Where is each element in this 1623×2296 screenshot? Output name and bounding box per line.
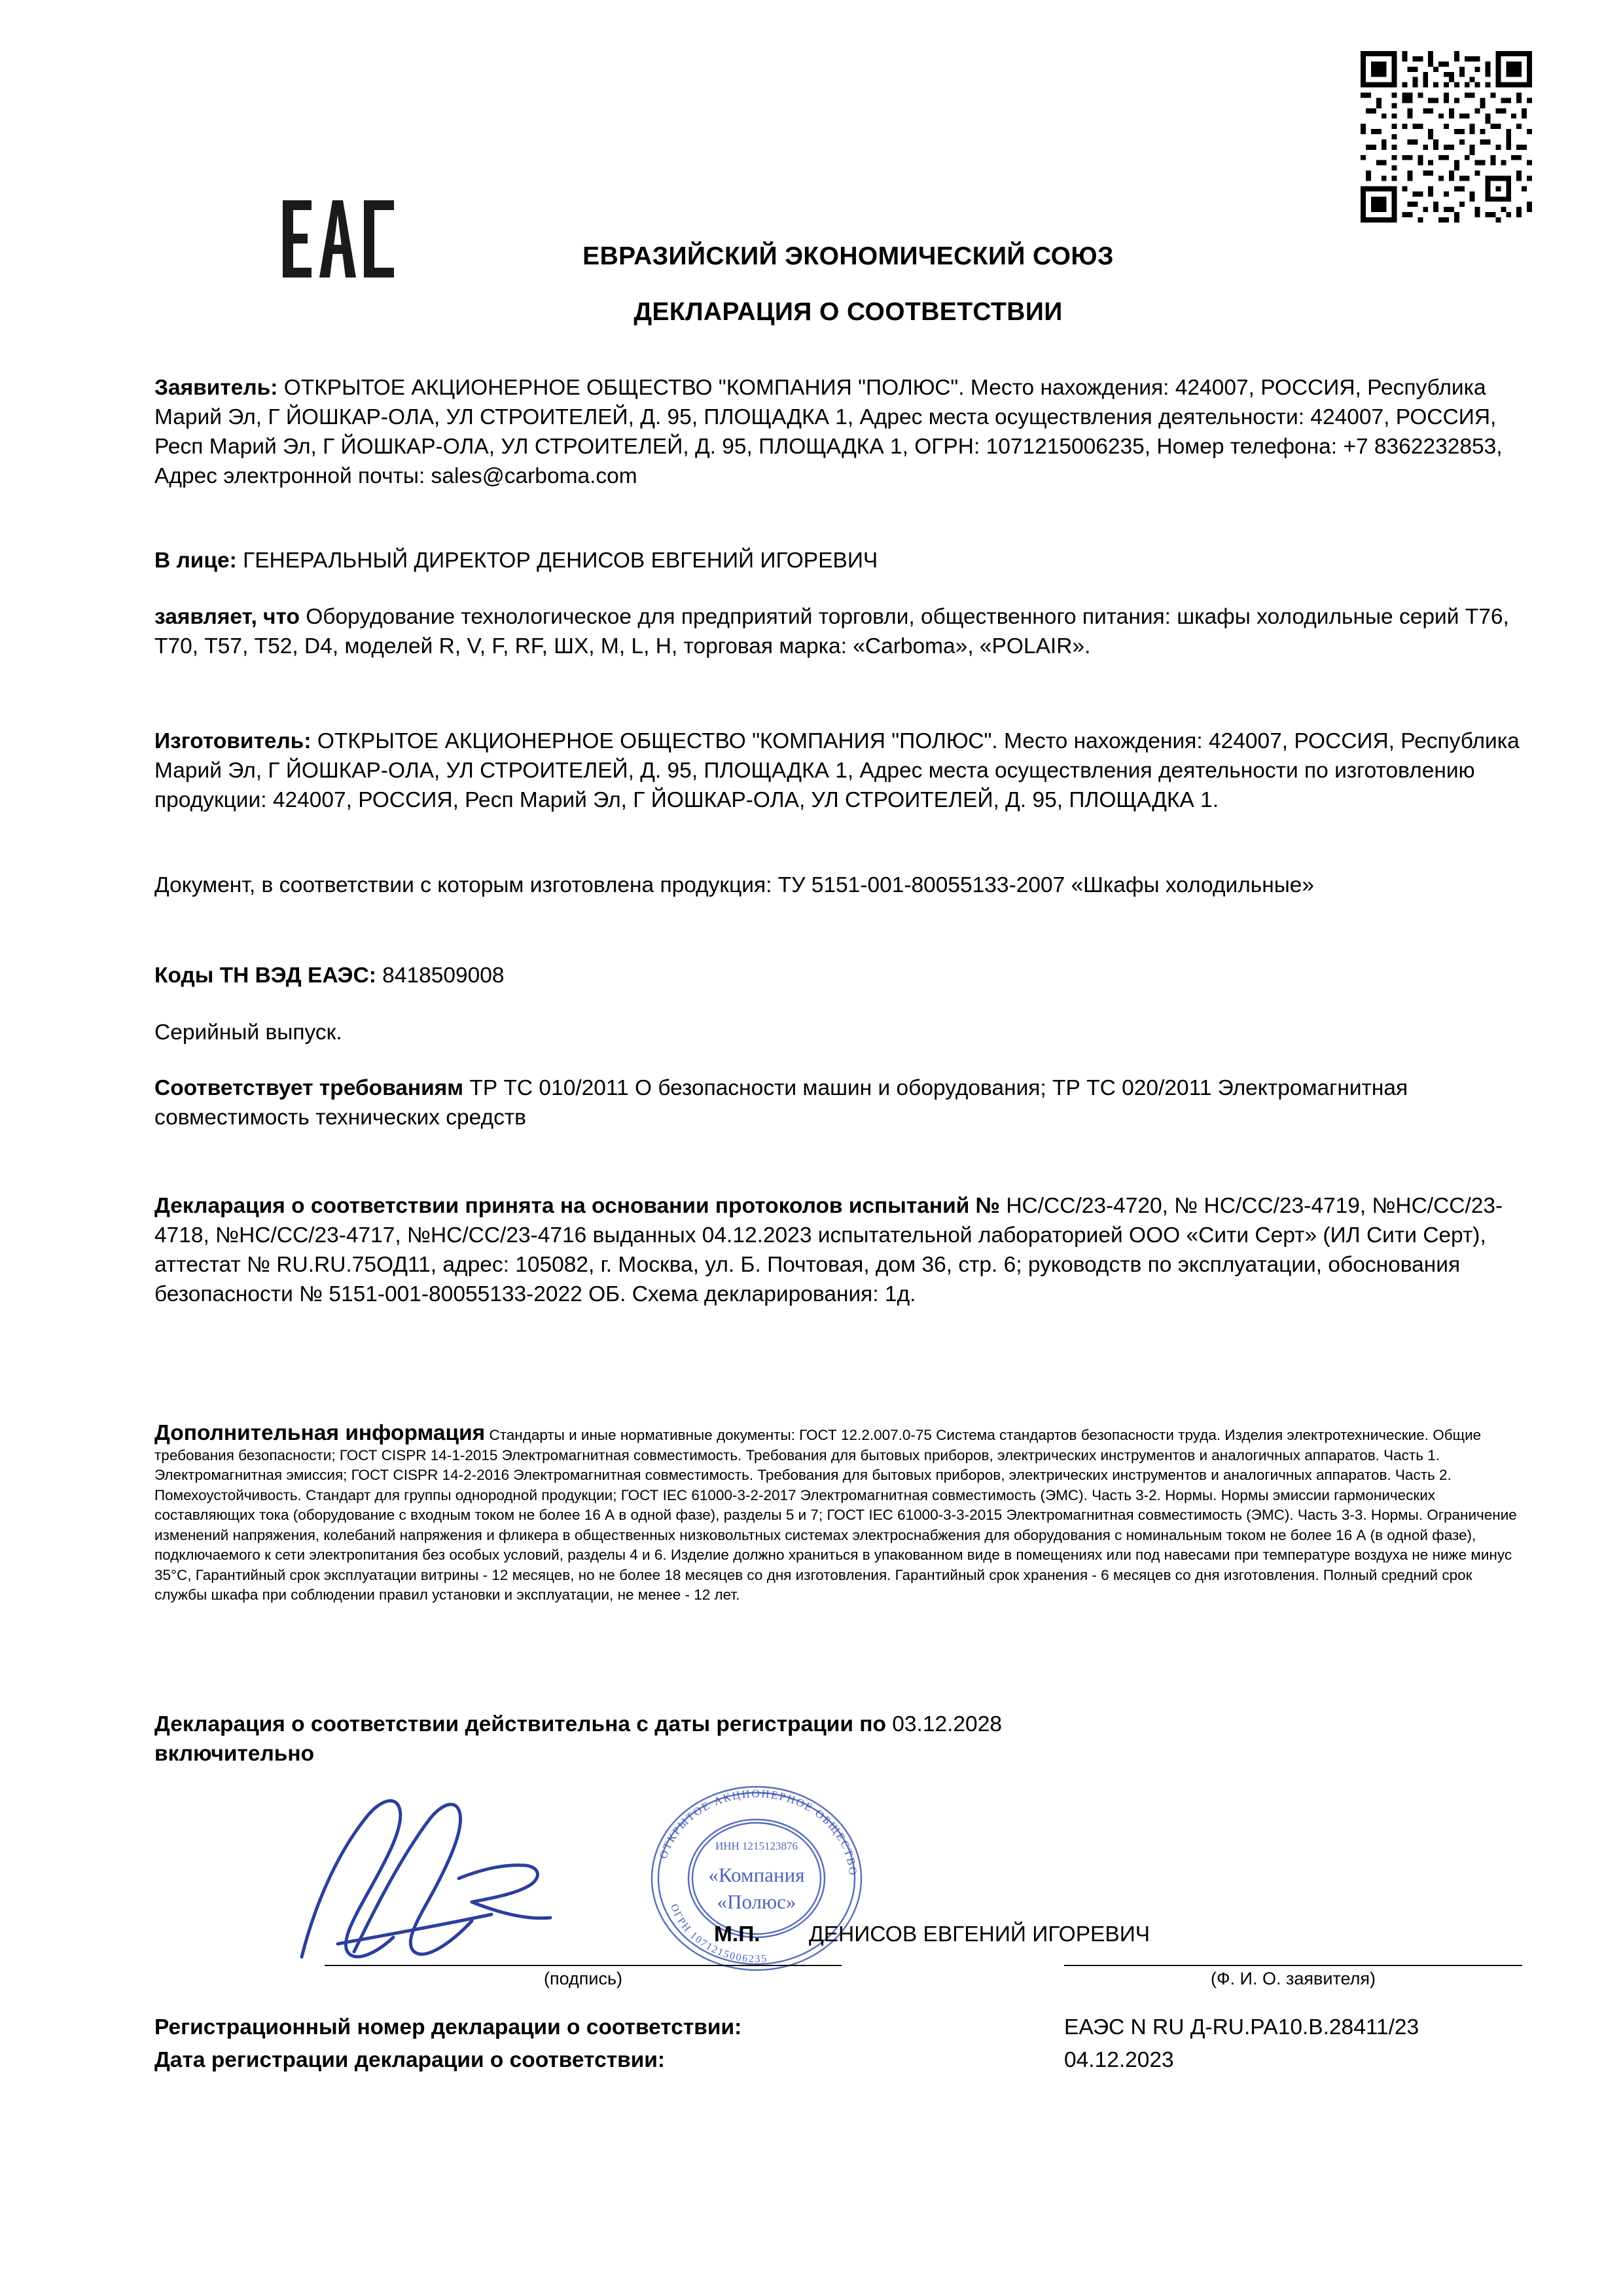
stamp-text-inn: ИНН 1215123876 <box>715 1840 798 1852</box>
registration-number-value: ЕАЭС N RU Д-RU.РА10.В.28411/23 <box>1064 2015 1419 2039</box>
additional-info-block <box>154 1421 1522 1605</box>
declares-label: заявляет, что <box>154 605 300 629</box>
protocols-label: Декларация о соответствии принята на основании протоколов испытаний № <box>154 1194 1001 1218</box>
registration-number-row <box>154 2013 1522 2043</box>
protocols-text: НС/СС/23-4720, № НС/СС/23-4719, №НС/СС/23-4718, №НС/СС/23-4717, №НС/СС/23-4716 выданных 04.12.2023 испытательной лабораторией ООО «Сити Серт» (ИЛ Сити Серт), аттестат № RU.RU.75ОД11, адрес: 105082, г. Москва, ул. Б. Почтовая, дом 36, стр. 6; руководств по эксплуатации, обоснования безопасности № 5151-001-80055133-2022 ОБ. Схема декларирования: 1д. <box>154 1194 1503 1306</box>
protocols-block <box>154 1191 1522 1309</box>
stamp-text-center-2: «Полюс» <box>717 1890 796 1913</box>
name-caption: (Ф. И. О. заявителя) <box>1211 1969 1376 1988</box>
registration-number-label: Регистрационный номер декларации о соответствии: <box>154 2015 742 2039</box>
applicant-text: ОТКРЫТОЕ АКЦИОНЕРНОЕ ОБЩЕСТВО "КОМПАНИЯ "ПОЛЮС". Место нахождения: 424007, РОССИЯ, Республика Марий Эл, Г ЙОШКАР-ОЛА, УЛ СТРОИТЕЛЕЙ, Д. 95, ПЛОЩАДКА 1, Адрес места осуществления деятельности: 424007, РОССИЯ, Респ Марий Эл, Г ЙОШКАР-ОЛА, УЛ СТРОИТЕЛЕЙ, Д. 95, ПЛОЩАДКА 1, ОГРН: 1071215006235, Номер телефона: +7 8362232853, Адрес электронной почты: sales@carboma.com <box>154 376 1503 488</box>
additional-info-text: Стандарты и иные нормативные документы: ГОСТ 12.2.007.0-75 Система стандартов безопасности труда. Изделия электротехнические. Общие требования безопасности; ГОСТ CISPR 14-1-2015 Электромагнитная совместимость. Требования для бытовых приборов, электрических инструментов и аналогичных аппаратов. Часть 1. Электромагнитная эмиссия; ГОСТ CISPR 14-2-2016 Электромагнитная совместимость. Требования для бытовых приборов, электрических инструментов и аналогичных аппаратов. Часть 2. Помехоустойчивость. Стандарт для группы однородной продукции; ГОСТ IEC 61000-3-2-2017 Электромагнитная совместимость (ЭМС). Часть 3-2. Нормы. Нормы эмиссии гармонических составляющих тока (оборудование с входным током не более 16 А в одной фазе), разделы 5 и 7; ГОСТ IEC 61000-3-3-2015 Электромагнитная совместимость (ЭМС). Часть 3-3. Нормы. Ограничение изменений напряжения, колебаний напряжения и фликера в общественных низковольтных системах электроснабжения для оборудования с номинальным током не более 16 А (в одной фазе), подключаемого к сети электропитания без особых условий, разделы 4 и 6. Изделие должно храниться в упакованном виде в помещениях или под навесами при температуре воздуха не ниже минус 35°С, Гарантийный срок эксплуатации витрины - 12 месяцев, но не более 18 месяцев со дня изготовления. Гарантийный срок хранения - 6 месяцев со дня изготовления. Полный средний срок службы шкафа при соблюдении правил установки и эксплуатации, не менее - 12 лет. <box>154 1427 1517 1603</box>
qr-code <box>1361 51 1532 223</box>
tnved-value: 8418509008 <box>376 963 505 988</box>
signature-rule <box>325 1965 842 1966</box>
representative-text: ГЕНЕРАЛЬНЫЙ ДИРЕКТОР ДЕНИСОВ ЕВГЕНИЙ ИГОРЕВИЧ <box>236 548 878 573</box>
stamp-text-top: ОТКРЫТОЕ АКЦИОНЕРНОЕ ОБЩЕСТВО <box>656 1787 860 1877</box>
registration-date-row <box>154 2045 1522 2075</box>
registration-date-value: 04.12.2023 <box>1064 2048 1174 2072</box>
stamp-text-center-1: «Компания <box>708 1863 805 1886</box>
manufacturer-text: ОТКРЫТОЕ АКЦИОНЕРНОЕ ОБЩЕСТВО "КОМПАНИЯ "ПОЛЮС". Место нахождения: 424007, РОССИЯ, Республика Марий Эл, Г ЙОШКАР-ОЛА, УЛ СТРОИТЕЛЕЙ, Д. 95, ПЛОЩАДКА 1, Адрес места осуществления деятельности по изготовлению продукции: 424007, РОССИЯ, Респ Марий Эл, Г ЙОШКАР-ОЛА, УЛ СТРОИТЕЛЕЙ, Д. 95, ПЛОЩАДКА 1. <box>154 729 1520 812</box>
validity-suffix: включительно <box>154 1742 315 1766</box>
signature-caption: (подпись) <box>543 1969 623 1988</box>
additional-info-label: Дополнительная информация <box>154 1421 486 1445</box>
validity-label: Декларация о соответствии действительна с даты регистрации по <box>154 1712 886 1736</box>
applicant-block <box>154 373 1522 491</box>
manufacturer-block <box>154 726 1522 815</box>
production-document-block: Документ, в соответствии с которым изготовлена продукция: ТУ 5151-001-80055133-2007 «Шкафы холодильные» <box>154 873 1315 897</box>
declares-text: Оборудование технологическое для предприятий торговли, общественного питания: шкафы холодильные серий Т76, Т70, Т57, Т52, D4, моделей R, V, F, RF, ШХ, M, L, H, торговая марка: «Carboma», «POLAIR». <box>154 605 1509 658</box>
conformity-block <box>154 1073 1522 1132</box>
declares-block <box>154 602 1522 661</box>
representative-block <box>154 546 1522 575</box>
tnved-block <box>154 961 1522 990</box>
validity-date: 03.12.2028 <box>885 1712 1002 1736</box>
signer-name: ДЕНИСОВ ЕВГЕНИЙ ИГОРЕВИЧ <box>809 1922 1150 1946</box>
page-title: ЕВРАЗИЙСКИЙ ЭКОНОМИЧЕСКИЙ СОЮЗ <box>582 242 1114 270</box>
conformity-text: ТР ТС 010/2011 О безопасности машин и оборудования; ТР ТС 020/2011 Электромагнитная совместимость технических средств <box>154 1076 1408 1130</box>
tnved-label: Коды ТН ВЭД ЕАЭС: <box>154 963 376 988</box>
applicant-label: Заявитель: <box>154 376 278 400</box>
signature-area <box>154 1774 1522 1996</box>
document-content <box>154 0 1542 2296</box>
page-subtitle: ДЕКЛАРАЦИЯ О СООТВЕТСТВИИ <box>633 298 1063 326</box>
handwritten-signature <box>276 1780 583 1970</box>
representative-label: В лице: <box>154 548 237 573</box>
serial-production-text: Серийный выпуск. <box>154 1020 342 1045</box>
conformity-label: Соответствует требованиям <box>154 1076 464 1100</box>
mp-label: М.П. <box>714 1922 760 1946</box>
registration-date-label: Дата регистрации декларации о соответствии: <box>154 2048 666 2072</box>
name-rule <box>1064 1965 1522 1966</box>
company-stamp <box>626 1774 887 1990</box>
manufacturer-label: Изготовитель: <box>154 729 312 753</box>
stamp-text-bottom: ОГРН 1071215006235 <box>668 1902 768 1965</box>
validity-block <box>154 1710 1522 1768</box>
